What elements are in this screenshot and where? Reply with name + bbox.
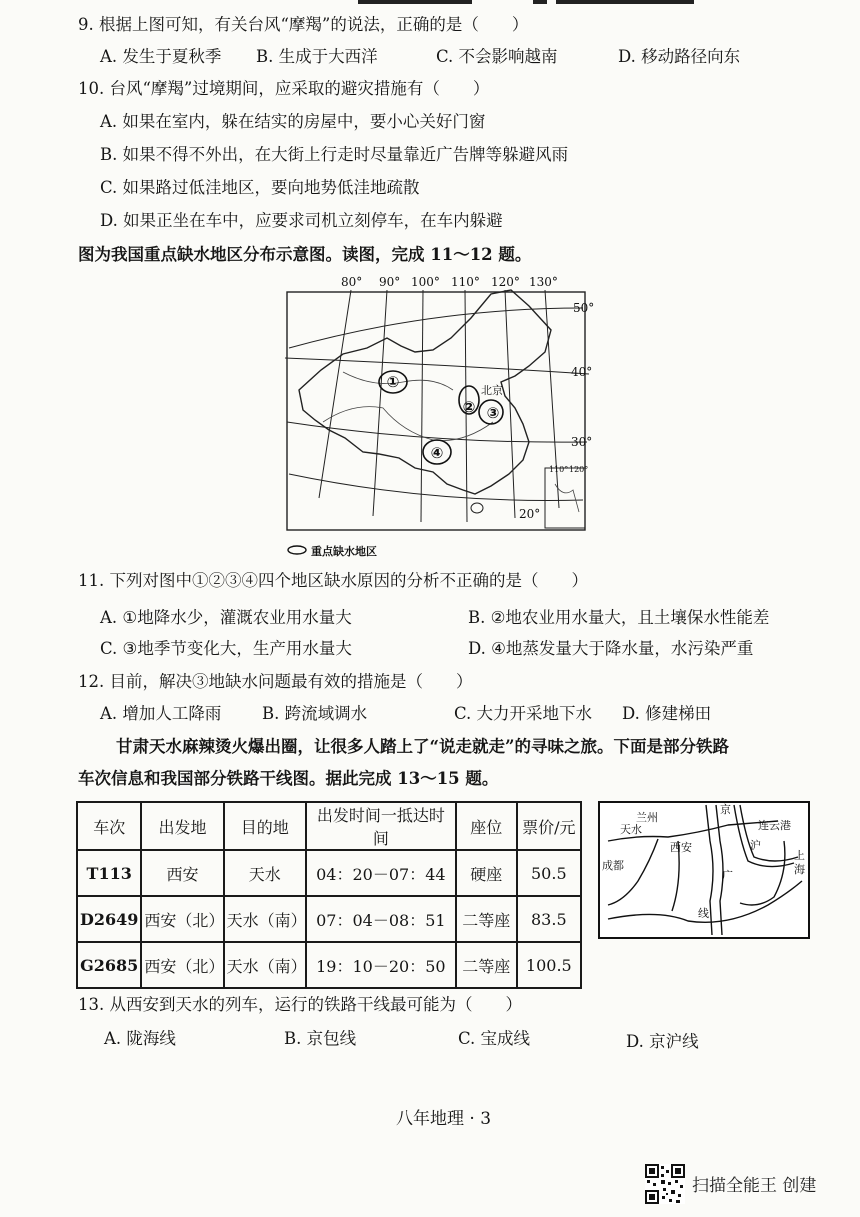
- lon-label-80: 80°: [341, 275, 363, 289]
- scanner-watermark: 扫描全能王 创建: [692, 1176, 817, 1196]
- map-label-xian: 西安: [670, 841, 692, 854]
- q9-option-a: A. 发生于夏秋季: [100, 47, 222, 66]
- table-cell: 天水（南）: [224, 942, 306, 988]
- table-cell: 100.5: [517, 942, 581, 988]
- map-label-tianshui: 天水: [620, 823, 642, 836]
- table-cell: 西安（北）: [141, 942, 223, 988]
- q10-option-c: C. 如果路过低洼地区，要向地势低洼地疏散: [100, 178, 420, 197]
- q10-option-b: B. 如果不得不外出，在大街上行走时尽量靠近广告牌等躲避风雨: [100, 145, 569, 164]
- map-label-shang: 上: [794, 849, 805, 862]
- lat-label-50: 50°: [573, 301, 595, 315]
- q11-option-d: D. ④地蒸发量大于降水量，水污染严重: [468, 639, 754, 658]
- lat-label-40: 40°: [571, 365, 593, 379]
- q13-option-a: A. 陇海线: [104, 1029, 176, 1048]
- table-cell: 50.5: [517, 850, 581, 896]
- table-cell: 04：20－07：44: [306, 850, 456, 896]
- column-header: 车次: [77, 802, 141, 850]
- table-cell: T113: [77, 850, 141, 896]
- q12-option-a: A. 增加人工降雨: [100, 704, 222, 723]
- top-edge-mark: [556, 0, 694, 4]
- lon-label-90: 90°: [379, 275, 401, 289]
- region-marker-2: ②: [462, 398, 476, 416]
- water-shortage-map: [283, 272, 601, 560]
- top-edge-mark: [358, 0, 472, 4]
- q12-option-d: D. 修建梯田: [622, 704, 712, 723]
- lat-label-20: 20°: [519, 507, 541, 521]
- question-11-stem: 11. 下列对图中①②③④四个地区缺水原因的分析不正确的是（ ）: [78, 571, 588, 590]
- intro-13-15-line1: 甘肃天水麻辣烫火爆出圈，让很多人踏上了“说走就走”的寻味之旅。下面是部分铁路: [116, 737, 729, 756]
- top-edge-mark: [533, 0, 547, 4]
- map-label-xian-line: 线: [698, 907, 709, 920]
- table-cell: D2649: [77, 896, 141, 942]
- q10-option-a: A. 如果在室内，躲在结实的房屋中，要小心关好门窗: [100, 112, 486, 131]
- q11-option-a: A. ①地降水少，灌溉农业用水量大: [100, 608, 352, 627]
- q12-option-c: C. 大力开采地下水: [454, 704, 593, 723]
- q13-option-c: C. 宝成线: [458, 1029, 531, 1048]
- table-row: [77, 850, 581, 896]
- train-schedule-table: [76, 801, 582, 989]
- map-label-hu: 沪: [750, 839, 761, 852]
- qr-code-icon: [645, 1164, 685, 1204]
- lon-label-100: 100°: [411, 275, 440, 289]
- page-footer: 八年地理 · 3: [396, 1109, 492, 1129]
- q13-option-b: B. 京包线: [284, 1029, 357, 1048]
- table-cell: G2685: [77, 942, 141, 988]
- q13-option-d: D. 京沪线: [626, 1032, 699, 1051]
- map-label-hai: 海: [794, 863, 805, 876]
- map-label-chengdu: 成都: [602, 859, 624, 872]
- legend-label: 重点缺水地区: [311, 545, 377, 558]
- table-cell: 西安: [141, 850, 223, 896]
- column-header: 出发时间一抵达时间: [306, 802, 456, 850]
- q12-option-b: B. 跨流域调水: [262, 704, 368, 723]
- table-cell: 19：10－20：50: [306, 942, 456, 988]
- column-header: 目的地: [224, 802, 306, 850]
- table-cell: 二等座: [456, 942, 517, 988]
- inset-lon-label: 110°: [549, 465, 569, 474]
- table-header-row: [77, 802, 581, 850]
- column-header: 票价/元: [517, 802, 581, 850]
- question-10-stem: 10. 台风“摩羯”过境期间，应采取的避灾措施有（ ）: [78, 79, 490, 98]
- map-label-jing: 京: [720, 803, 731, 816]
- q11-option-c: C. ③地季节变化大，生产用水量大: [100, 639, 352, 658]
- table-cell: 07：04－08：51: [306, 896, 456, 942]
- city-label-beijing: 北京: [481, 384, 503, 397]
- region-marker-1: ①: [386, 373, 400, 391]
- intro-13-15-line2: 车次信息和我国部分铁路干线图。据此完成 13～15 题。: [78, 769, 499, 788]
- table-cell: 天水（南）: [224, 896, 306, 942]
- table-cell: 二等座: [456, 896, 517, 942]
- intro-11-12: 图为我国重点缺水地区分布示意图。读图，完成 11～12 题。: [78, 245, 532, 264]
- question-9-stem: 9. 根据上图可知，有关台风“摩羯”的说法，正确的是（ ）: [78, 15, 529, 34]
- region-marker-3: ③: [486, 404, 500, 422]
- table-cell: 天水: [224, 850, 306, 896]
- q9-option-d: D. 移动路径向东: [618, 47, 741, 66]
- column-header: 出发地: [141, 802, 223, 850]
- q9-option-b: B. 生成于大西洋: [256, 47, 378, 66]
- railway-map: [598, 801, 810, 939]
- q11-option-b: B. ②地农业用水量大，且土壤保水性能差: [468, 608, 770, 627]
- map-label-lianyungang: 连云港: [758, 819, 791, 832]
- lon-label-120: 120°: [491, 275, 520, 289]
- lon-label-110: 110°: [451, 275, 480, 289]
- q9-option-c: C. 不会影响越南: [436, 47, 558, 66]
- column-header: 座位: [456, 802, 517, 850]
- table-cell: 83.5: [517, 896, 581, 942]
- question-13-stem: 13. 从西安到天水的列车，运行的铁路干线最可能为（ ）: [78, 995, 522, 1014]
- map-label-guang: 广: [722, 869, 733, 882]
- map-label-lanzhou: 兰州: [636, 811, 658, 824]
- inset-lon-label: 120°: [569, 465, 589, 474]
- region-marker-4: ④: [430, 444, 444, 462]
- legend-symbol: [288, 546, 306, 554]
- table-cell: 西安（北）: [141, 896, 223, 942]
- table-cell: 硬座: [456, 850, 517, 896]
- lat-label-30: 30°: [571, 435, 593, 449]
- q10-option-d: D. 如果正坐在车中，应要求司机立刻停车，在车内躲避: [100, 211, 503, 230]
- lon-label-130: 130°: [529, 275, 558, 289]
- question-12-stem: 12. 目前，解决③地缺水问题最有效的措施是（ ）: [78, 672, 473, 691]
- table-row: [77, 896, 581, 942]
- table-row: [77, 942, 581, 988]
